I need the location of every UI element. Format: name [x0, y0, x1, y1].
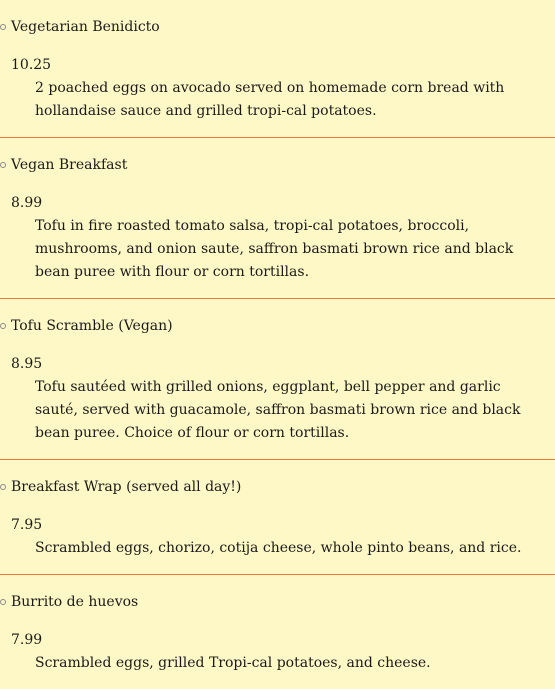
bullet-icon [0, 484, 6, 490]
menu-item [0, 0, 555, 138]
item-description: 2 poached eggs on avocado served on homemade corn bread with hollandaise sauce and grilled tropi-cal potatoes. [35, 80, 505, 119]
item-description: Tofu sautéed with grilled onions, eggplant, bell pepper and garlic sauté, served with guacamole, saffron basmati brown rice and black bean puree. Choice of flour or corn tortillas. [35, 379, 521, 441]
menu-item [0, 575, 555, 689]
bullet-icon [0, 24, 6, 30]
item-price: 8.95 [11, 356, 43, 372]
item-name: Vegan Breakfast [11, 157, 128, 173]
item-price: 7.99 [11, 632, 43, 648]
menu-item [0, 138, 555, 299]
item-name: Burrito de huevos [11, 594, 139, 610]
item-name: Breakfast Wrap (served all day!) [11, 479, 242, 495]
item-description: Scrambled eggs, grilled Tropi-cal potatoes, and cheese. [35, 655, 431, 671]
item-name: Tofu Scramble (Vegan) [11, 318, 173, 334]
menu-item [0, 460, 555, 575]
bullet-icon [0, 599, 6, 605]
menu-item [0, 299, 555, 460]
item-name: Vegetarian Benidicto [11, 19, 160, 35]
item-description: Scrambled eggs, chorizo, cotija cheese, whole pinto beans, and rice. [35, 540, 522, 556]
bullet-icon [0, 162, 6, 168]
item-price: 10.25 [11, 57, 52, 73]
item-price: 7.95 [11, 517, 43, 533]
item-price: 8.99 [11, 195, 43, 211]
bullet-icon [0, 323, 6, 329]
item-description: Tofu in fire roasted tomato salsa, tropi-cal potatoes, broccoli, mushrooms, and onion saute, saffron basmati brown rice and black bean puree with flour or corn tortillas. [35, 218, 514, 280]
